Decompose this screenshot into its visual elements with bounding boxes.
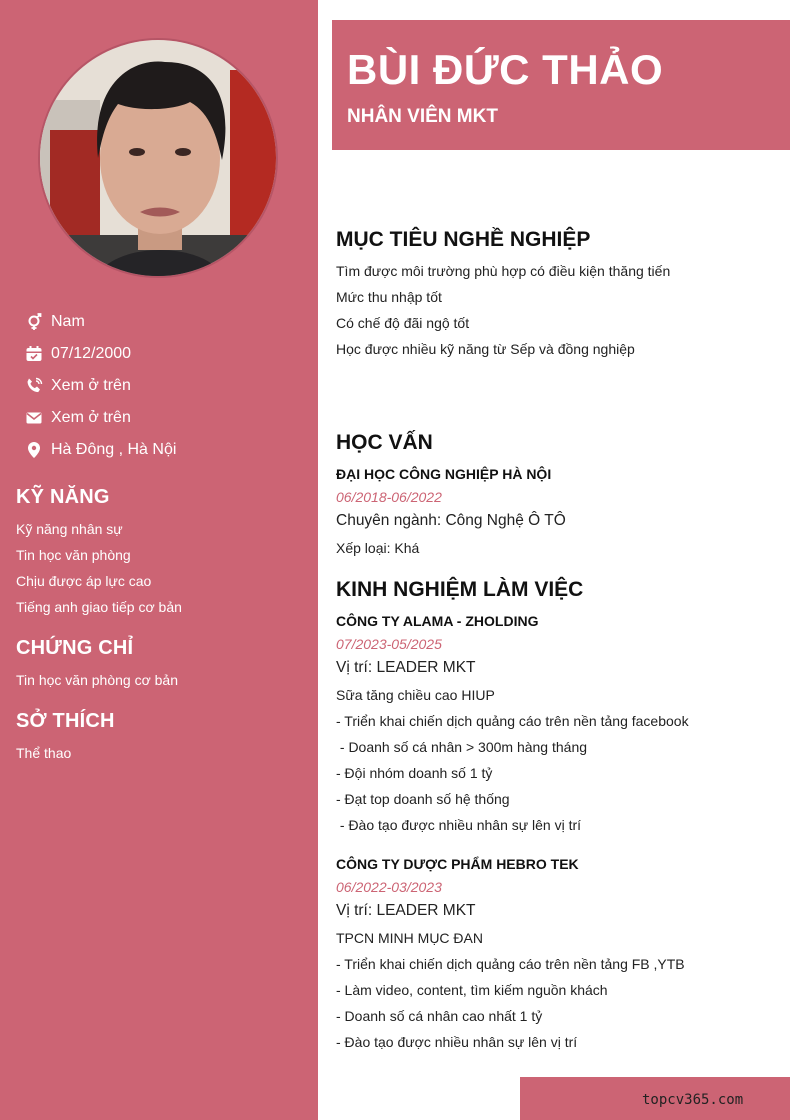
skill-item: Tin học văn phòng bbox=[16, 547, 131, 563]
job-company: CÔNG TY ALAMA - ZHOLDING bbox=[336, 613, 539, 629]
education-major: Chuyên ngành: Công Nghệ Ô TÔ bbox=[336, 512, 566, 529]
objective-line: Mức thu nhập tốt bbox=[336, 289, 442, 305]
candidate-position: NHÂN VIÊN MKT bbox=[347, 106, 498, 127]
skills-heading: KỸ NĂNG bbox=[16, 486, 110, 508]
job-period: 07/2023-05/2025 bbox=[336, 636, 442, 652]
job-line: - Đào tạo được nhiều nhân sự lên vị trí bbox=[336, 1034, 578, 1050]
contact-address bbox=[25, 438, 176, 462]
job-period: 06/2022-03/2023 bbox=[336, 879, 442, 895]
education-heading: HỌC VẤN bbox=[336, 431, 433, 454]
location-icon bbox=[25, 441, 43, 459]
gender-text: Nam bbox=[51, 313, 85, 330]
experience-heading: KINH NGHIỆM LÀM VIỆC bbox=[336, 578, 584, 601]
job-line: - Đạt top doanh số hệ thống bbox=[336, 791, 510, 807]
job-role: Vị trí: LEADER MKT bbox=[336, 659, 476, 676]
address-text: Hà Đông , Hà Nội bbox=[51, 441, 177, 458]
sidebar bbox=[0, 0, 318, 1120]
contact-email bbox=[25, 406, 131, 430]
birthday-text: 07/12/2000 bbox=[51, 345, 132, 362]
job-line: - Doanh số cá nhân cao nhất 1 tỷ bbox=[336, 1008, 543, 1024]
contact-gender bbox=[25, 310, 85, 334]
job-line: TPCN MINH MỤC ĐAN bbox=[336, 930, 483, 946]
phone-icon bbox=[25, 377, 43, 395]
objective-heading: MỤC TIÊU NGHỀ NGHIỆP bbox=[336, 228, 591, 251]
job-line: - Doanh số cá nhân > 300m hàng tháng bbox=[336, 739, 588, 755]
education-period: 06/2018-06/2022 bbox=[336, 489, 442, 505]
hobbies-heading: SỞ THÍCH bbox=[16, 710, 115, 732]
job-line: - Triển khai chiến dịch quảng cáo trên nền tảng FB ,YTB bbox=[336, 956, 685, 972]
skill-item: Chịu được áp lực cao bbox=[16, 573, 152, 589]
email-icon bbox=[25, 409, 43, 427]
objective-line: Tìm được môi trường phù hợp có điều kiện thăng tiến bbox=[336, 263, 671, 279]
job-role: Vị trí: LEADER MKT bbox=[336, 902, 476, 919]
avatar bbox=[38, 38, 278, 278]
job-line: - Làm video, content, tìm kiếm nguồn khách bbox=[336, 982, 608, 998]
school-name: ĐẠI HỌC CÔNG NGHIỆP HÀ NỘI bbox=[336, 466, 552, 482]
job-company: CÔNG TY DƯỢC PHẨM HEBRO TEK bbox=[336, 856, 579, 872]
email-text: Xem ở trên bbox=[51, 409, 131, 426]
gender-icon bbox=[25, 313, 43, 331]
certificate-item: Tin học văn phòng cơ bản bbox=[16, 672, 178, 688]
hobby-item: Thể thao bbox=[16, 745, 72, 761]
job-line: - Triển khai chiến dịch quảng cáo trên nền tảng facebook bbox=[336, 713, 689, 729]
name-header bbox=[332, 20, 790, 150]
contact-birthday bbox=[25, 342, 131, 366]
phone-text: Xem ở trên bbox=[51, 377, 131, 394]
skill-item: Tiếng anh giao tiếp cơ bản bbox=[16, 599, 182, 615]
job-line: - Đào tạo được nhiều nhân sự lên vị trí bbox=[336, 817, 582, 833]
watermark-text: topcv365.com bbox=[642, 1092, 744, 1108]
avatar-photo bbox=[40, 40, 278, 278]
objective-line: Có chế độ đãi ngộ tốt bbox=[336, 315, 470, 331]
education-grade: Xếp loại: Khá bbox=[336, 540, 420, 556]
calendar-icon bbox=[25, 345, 43, 363]
watermark-box bbox=[520, 1077, 790, 1120]
candidate-name: BÙI ĐỨC THẢO bbox=[347, 46, 664, 93]
job-line: - Đội nhóm doanh số 1 tỷ bbox=[336, 765, 493, 781]
objective-line: Học được nhiều kỹ năng từ Sếp và đồng nghiệp bbox=[336, 341, 635, 357]
certificates-heading: CHỨNG CHỈ bbox=[16, 637, 134, 659]
contact-phone bbox=[25, 374, 131, 398]
job-line: Sữa tăng chiều cao HIUP bbox=[336, 687, 495, 703]
skill-item: Kỹ năng nhân sự bbox=[16, 521, 123, 537]
